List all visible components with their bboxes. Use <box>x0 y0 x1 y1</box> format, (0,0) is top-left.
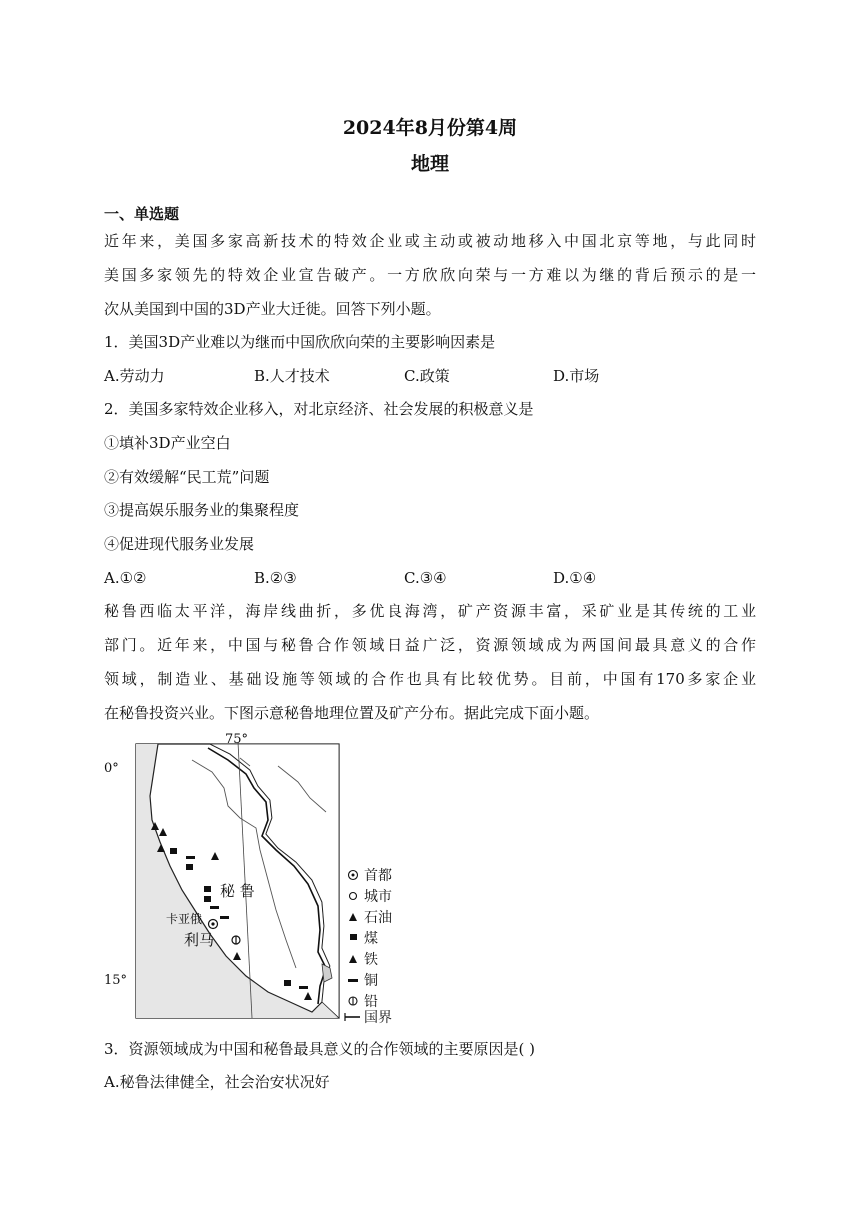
legend-city-icon <box>350 893 357 900</box>
q3-option-a: A.秘鲁法律健全，社会治安状况好 <box>104 1073 330 1091</box>
q2-item: ③提高娱乐服务业的集聚程度 <box>104 501 300 519</box>
legend-iron-icon <box>349 955 357 963</box>
coal-symbol <box>186 864 193 870</box>
lon-label: 75° <box>225 732 249 747</box>
lat-label-15: 15° <box>104 973 128 988</box>
passage2-line: 部门。近年来，中国与秘鲁合作领域日益广泛，资源领域成为两国间最具意义的合作 <box>104 636 756 654</box>
country-label: 秘 鲁 <box>220 882 255 900</box>
legend-label: 铅 <box>364 994 378 1010</box>
passage2-line: 秘鲁西临太平洋，海岸线曲折，多优良海湾，矿产资源丰富，采矿业是其传统的工业 <box>104 602 756 620</box>
map-legend <box>345 868 392 1025</box>
q1-option-c: C.政策 <box>404 367 450 385</box>
lat-label-0: 0° <box>104 761 119 776</box>
copper-symbol <box>299 986 308 989</box>
passage1-line: 次从美国到中国的3D产业大迁徙。回答下列小题。 <box>104 300 441 318</box>
copper-symbol <box>220 916 229 919</box>
passage1-line: 近年来，美国多家高新技术的特效企业或主动或被动地移入中国北京等地，与此同时 <box>104 232 756 250</box>
question-2-stem: 2．美国多家特效企业移入，对北京经济、社会发展的积极意义是 <box>104 400 534 418</box>
q2-option-d: D.①④ <box>553 569 597 587</box>
coal-symbol <box>284 980 291 986</box>
question-1-stem: 1．美国3D产业难以为继而中国欣欣向荣的主要影响因素是 <box>104 333 496 351</box>
passage2-line: 领域，制造业、基础设施等领域的合作也具有比较优势。目前，中国有170多家企业 <box>104 670 756 688</box>
coal-symbol <box>204 896 211 902</box>
port-label: 卡亚俄 <box>166 912 203 926</box>
legend-label: 国界 <box>364 1010 392 1025</box>
legend-label: 铁 <box>364 952 378 968</box>
q2-item: ②有效缓解“民工荒”问题 <box>104 468 270 486</box>
subject-title: 地理 <box>410 153 449 175</box>
q2-item: ①填补3D产业空白 <box>104 434 231 452</box>
legend-copper-icon <box>348 979 358 982</box>
q2-option-a: A.①② <box>104 569 147 587</box>
question-3-stem: 3．资源领域成为中国和秘鲁最具意义的合作领域的主要原因是( ) <box>104 1040 536 1058</box>
copper-symbol <box>210 906 219 909</box>
q2-option-b: B.②③ <box>254 569 297 587</box>
passage1-line: 美国多家领先的特效企业宣告破产。一方欣欣向荣与一方难以为继的背后预示的是一 <box>104 266 756 284</box>
q1-option-b: B.人才技术 <box>254 367 330 385</box>
legend-label: 城市 <box>364 889 392 905</box>
legend-oil-icon <box>349 913 357 921</box>
page-title: 2024年8月份第4周 <box>342 117 518 139</box>
passage2-line: 在秘鲁投资兴业。下图示意秘鲁地理位置及矿产分布。据此完成下面小题。 <box>104 704 600 722</box>
legend-coal-icon <box>350 934 357 940</box>
capital-label: 利马 <box>184 931 215 949</box>
legend-label: 石油 <box>364 910 392 926</box>
copper-symbol <box>186 856 195 859</box>
peru-map <box>100 730 420 1025</box>
q1-option-a: A.劳动力 <box>104 367 165 385</box>
coal-symbol <box>170 848 177 854</box>
peru-map-figure <box>100 730 420 1025</box>
q2-item: ④促进现代服务业发展 <box>104 535 255 553</box>
legend-label: 首都 <box>364 868 392 884</box>
coal-symbol <box>204 886 211 892</box>
q2-option-c: C.③④ <box>404 569 447 587</box>
legend-label: 煤 <box>364 931 378 947</box>
section-heading: 一、单选题 <box>104 205 180 223</box>
q1-option-d: D.市场 <box>553 367 600 385</box>
legend-label: 铜 <box>364 973 378 989</box>
